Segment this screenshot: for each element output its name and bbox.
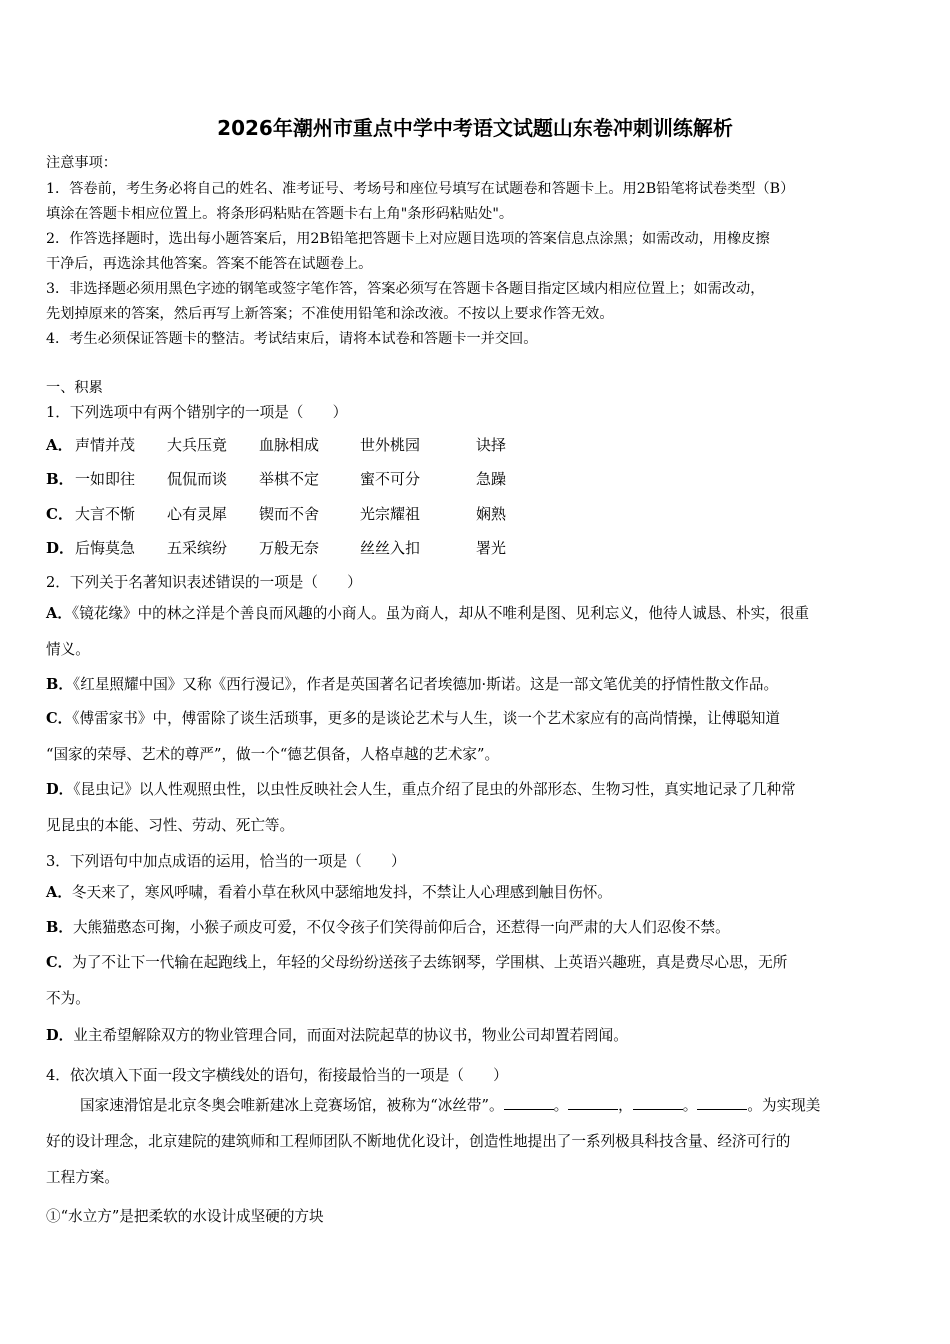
option-word: 锲而不舍 <box>259 505 320 523</box>
option-word: 娴熟 <box>476 505 507 523</box>
option-text-cont: 见昆虫的本能、习性、劳动、死亡等。 <box>46 817 295 834</box>
option-text: 为了不让下一代输在起跑线上，年轻的父母纷纷送孩子去练钢琴，学围棋、上英语兴趣班，真是费尽心思，无所 <box>72 954 788 971</box>
option-letter: C． <box>46 954 73 971</box>
q2-option-c <box>46 701 908 773</box>
fill-blank-4 <box>697 1097 747 1110</box>
option-word: 一如即往 <box>75 470 136 488</box>
q2-option-d <box>46 772 908 844</box>
q2-option-b <box>46 667 908 703</box>
q3-option-c <box>46 945 908 1017</box>
q4-item-1: ①“水立方”是把柔软的水设计成坚硬的方块 <box>46 1208 324 1225</box>
passage-text: 工程方案。 <box>46 1169 119 1186</box>
option-letter: B． <box>46 470 74 488</box>
option-word: 心有灵犀 <box>167 505 228 523</box>
option-word: 署光 <box>476 539 507 557</box>
option-letter: D． <box>46 539 75 557</box>
notice-line-2: 填涂在答题卡相应位置上。将条形码粘贴在答题卡右上角"条形码粘贴处"。 <box>46 206 514 222</box>
option-letter: A． <box>46 884 72 901</box>
option-letter: B． <box>46 676 73 693</box>
punct: 。 <box>682 1097 698 1114</box>
option-text: 《镜花缘》中的林之洋是个善良而风趣的小商人。虽为商人，却从不唯利是图、见利忘义，他待人诚恳、朴实，很重 <box>71 605 809 622</box>
option-word: 丝丝入扣 <box>360 539 421 557</box>
q4-stem: 4．依次填入下面一段文字横线处的语句，衔接最恰当的一项是（ ） <box>46 1067 508 1084</box>
fill-blank-1 <box>504 1097 554 1110</box>
q3-stem: 3．下列语句中加点成语的运用，恰当的一项是（ ） <box>46 853 406 870</box>
q3-option-b <box>46 910 908 946</box>
option-text: 《傅雷家书》中，傅雷除了谈生活琐事，更多的是谈论艺术与人生，谈一个艺术家应有的高尚情操，让傅聪知道 <box>72 710 781 727</box>
option-word: 世外桃园 <box>360 436 421 454</box>
option-letter: A． <box>46 605 72 622</box>
option-letter: D． <box>46 781 74 798</box>
notice-heading: 注意事项： <box>46 155 117 171</box>
option-word: 诀择 <box>476 436 507 454</box>
option-word: 光宗耀祖 <box>360 505 421 523</box>
notice-line-7: 4．考生必须保证答题卡的整洁。考试结束后，请将本试卷和答题卡一并交回。 <box>46 331 538 347</box>
fill-blank-3 <box>633 1097 683 1110</box>
passage-text: 好的设计理念，北京建院的建筑师和工程师团队不断地优化设计，创造性地提出了一系列极具科技含量、经济可行的 <box>46 1133 791 1150</box>
option-text: 《红星照耀中国》又称《西行漫记》，作者是英国著名记者埃德加·斯诺。这是一部文笔优美的抒情性散文作品。 <box>72 676 779 693</box>
option-letter: C． <box>46 505 73 523</box>
passage-text: 国家速滑馆是北京冬奥会唯新建冰上竞赛场馆，被称为“冰丝带”。 <box>80 1097 504 1114</box>
notice-line-1: 1．答卷前，考生务必将自己的姓名、准考证号、考场号和座位号填写在试题卷和答题卡上。用2B铅笔将试卷类型（B） <box>46 181 795 197</box>
notice-line-3: 2．作答选择题时，选出每小题答案后，用2B铅笔把答题卡上对应题目选项的答案信息点涂黑；如需改动，用橡皮擦 <box>46 231 770 247</box>
option-word: 万般无奈 <box>259 539 320 557</box>
option-word: 大言不惭 <box>75 505 136 523</box>
option-letter: D． <box>46 1027 74 1044</box>
option-word: 后悔莫急 <box>75 539 136 557</box>
option-text: 业主希望解除双方的物业管理合同，而面对法院起草的协议书，物业公司却置若罔闻。 <box>73 1027 628 1044</box>
q4-passage <box>46 1088 908 1196</box>
option-word: 血脉相成 <box>259 436 320 454</box>
option-word: 大兵压竟 <box>167 436 228 454</box>
option-letter: C． <box>46 710 73 727</box>
q2-stem: 2．下列关于名著知识表述错误的一项是（ ） <box>46 574 362 591</box>
punct: ， <box>618 1097 633 1114</box>
option-word: 蜜不可分 <box>360 470 421 488</box>
option-text-cont: 情义。 <box>46 641 90 658</box>
passage-text: 。为实现美 <box>747 1097 821 1114</box>
option-text: 大熊猫憨态可掬，小猴子顽皮可爱，不仅令孩子们笑得前仰后合，还惹得一向严肃的大人们忍俊不禁。 <box>72 919 730 936</box>
q1-stem: 1．下列选项中有两个错别字的一项是（ ） <box>46 404 348 421</box>
option-word: 侃侃而谈 <box>167 470 228 488</box>
notice-line-6: 先划掉原来的答案，然后再写上新答案；不准使用铅笔和涂改液。不按以上要求作答无效。 <box>46 306 614 322</box>
option-text: 冬天来了，寒风呼啸，看着小草在秋风中瑟缩地发抖，不禁让人心理感到触目伤怀。 <box>71 884 612 901</box>
option-letter: B． <box>46 919 73 936</box>
option-word: 声情并茂 <box>75 436 136 454</box>
option-word: 急躁 <box>476 470 507 488</box>
option-text: 《昆虫记》以人性观照虫性，以虫性反映社会人生，重点介绍了昆虫的外部形态、生物习性，真实地记录了几种常 <box>73 781 796 798</box>
option-text-cont: “国家的荣辱、艺术的尊严”，做一个“德艺俱备，人格卓越的艺术家”。 <box>46 746 500 763</box>
notice-line-4: 干净后，再选涂其他答案。答案不能答在试题卷上。 <box>46 256 373 272</box>
section-heading: 一、积累 <box>46 380 103 396</box>
q2-option-a <box>46 596 908 668</box>
option-letter: A． <box>46 436 73 454</box>
option-word: 五采缤纷 <box>167 539 228 557</box>
notice-line-5: 3．非选择题必须用黑色字迹的钢笔或签字笔作答，答案必须写在答题卡各题目指定区域内相应位置上；如需改动， <box>46 281 765 297</box>
option-text-cont: 不为。 <box>46 990 90 1007</box>
punct: 。 <box>553 1097 569 1114</box>
q3-option-a <box>46 875 908 911</box>
fill-blank-2 <box>568 1097 618 1110</box>
option-word: 举棋不定 <box>259 470 320 488</box>
q3-option-d <box>46 1018 908 1054</box>
page-title: 2026年潮州市重点中学中考语文试题山东卷冲刺训练解析 <box>217 116 733 140</box>
